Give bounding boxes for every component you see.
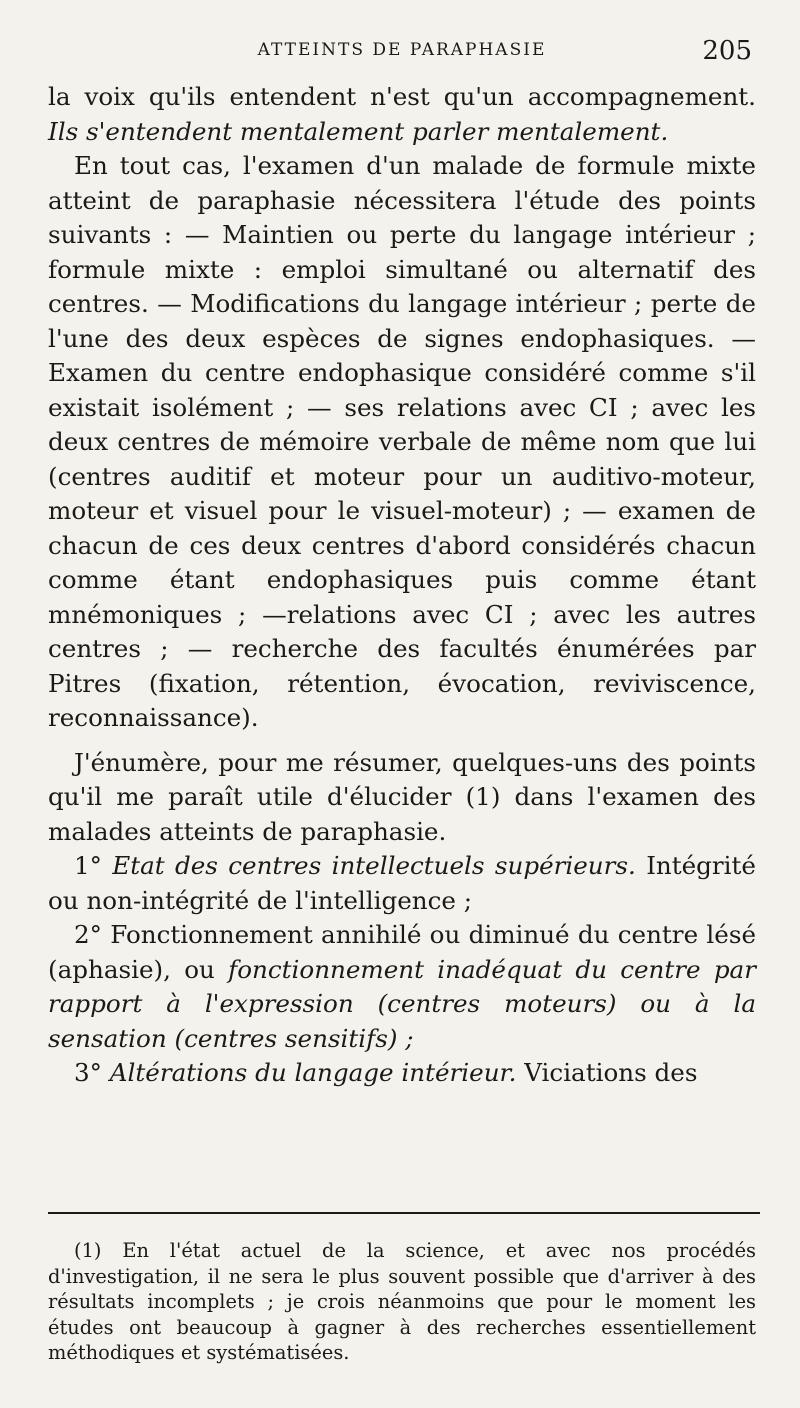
paragraph-1 [48, 80, 756, 149]
paragraph-1-italic: Ils s'entendent mentalement parler mentalement. [48, 116, 669, 146]
list-item-2-number: 2° [74, 920, 111, 949]
list-item-1-heading: Etat des centres intellectuels supérieurs. [112, 851, 636, 880]
list-item-1-number: 1° [74, 851, 113, 880]
list-item-2 [48, 918, 756, 1056]
list-item-3-text: Viciations des [516, 1058, 698, 1087]
list-item-2-text: Fonctionnement annihilé ou diminué du centre lésé (aphasie), ou [48, 920, 756, 984]
footnote-divider [48, 1212, 760, 1214]
list-item-2-italic-a: fonctionnement inadéquat du centre par rapport à l'expression [48, 954, 756, 1018]
list-item-2-paren-a: (centres moteurs) [353, 989, 641, 1018]
footnote [48, 1238, 756, 1366]
footnote-text: (1) En l'état actuel de la science, et avec nos procédés d'investigation, il ne sera le plus souvent possible que d'arriver à des résultats incomplets ; je crois néanmoins que pour le moment les études ont beaucoup à gagner à des recherches essentiellement méthodiques et systématisées. [48, 1239, 756, 1364]
main-text [48, 80, 756, 1091]
list-item-1 [48, 849, 756, 918]
paragraph-3: J'énumère, pour me résumer, quelques-uns des points qu'il me paraît utile d'élucider (1) dans l'examen des malades atteints de paraphasie. [48, 747, 756, 846]
list-item-3-number: 3° [74, 1058, 110, 1087]
paragraph-2: En tout cas, l'examen d'un malade de formule mixte atteint de paraphasie nécessitera l'étude des points suivants : — Maintien ou perte du langage intérieur ; formule mixte : emploi simultané ou alternatif des centres. — Modifications du langage intérieur ; perte de l'une des deux espèces de signes endophasiques. — Examen du centre endophasique considéré comme s'il existait isolément ; — ses relations avec CI ; avec les deux centres de mémoire verbale de même nom que lui (centres auditif et moteur pour un auditivo-moteur, moteur et visuel pour le visuel-moteur) ; — examen de chacun de ces deux centres d'abord considérés chacun comme étant endophasiques puis comme étant mnémoniques ; —relations avec CI ; avec les autres centres ; — recherche des facultés énumérées par Pitres (fixation, rétention, évocation, reviviscence, reconnaissance). [48, 151, 756, 732]
list-item-3-heading: Altérations du langage intérieur. [109, 1058, 517, 1087]
running-head: ATTEINTS DE PARAPHASIE [257, 40, 547, 60]
page-number: 205 [702, 36, 752, 66]
list-item-2-paren-b: (centres sensitifs) ; [166, 1023, 414, 1053]
list-item-2-italic-b: ou à la sensation [48, 989, 756, 1053]
paragraph-1-text: la voix qu'ils entendent n'est qu'un accompagnement. [48, 82, 756, 111]
list-item-3 [48, 1056, 756, 1091]
list-item-1-text: Intégrité ou non-intégrité de l'intelligence ; [48, 851, 756, 915]
page-header [48, 36, 756, 70]
